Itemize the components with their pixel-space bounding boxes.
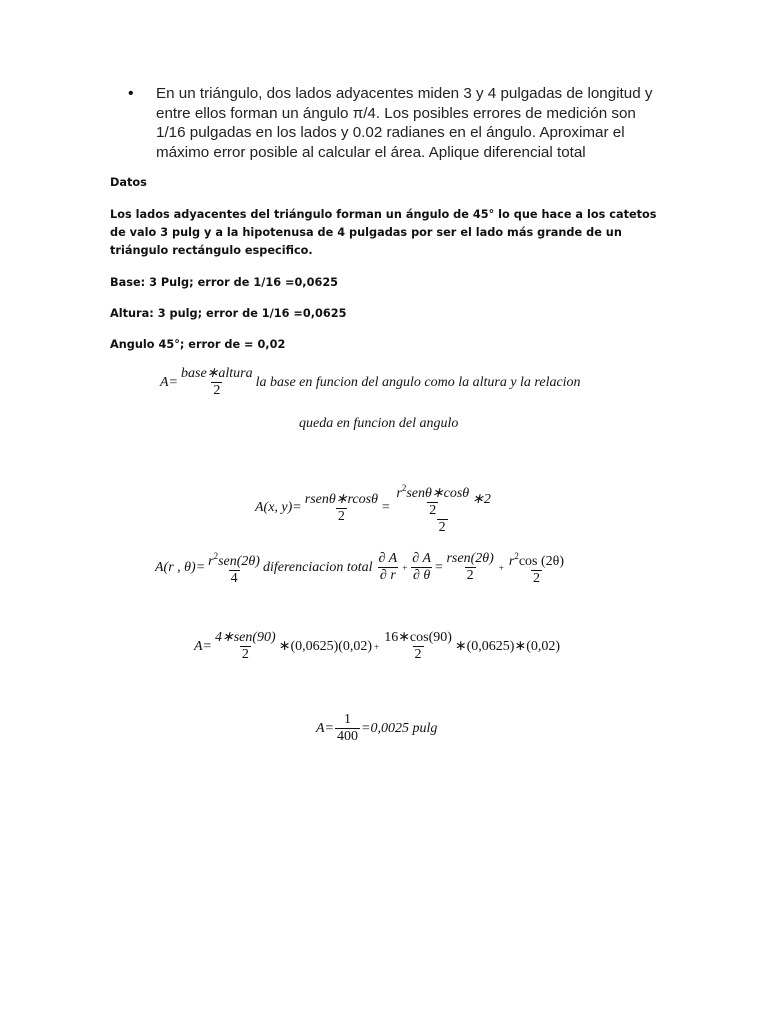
eq2-frac1-numerator: rsenθ∗rcosθ [304,491,378,507]
eq2-lhs: A(x, y)= [255,500,302,515]
problem-text: En un triángulo, dos lados adyacentes miden 3 y 4 pulgadas de longitud y entre ellos forman un ángulo π/4. Los posibles errores de medición son 1/16 pulgadas en los lados y 0.02 radianes en el ángulo. Aproximar el máximo error posible al calcular el área. Aplique diferencial total [156,85,653,161]
eq5-numerator: 1 [344,712,351,727]
eq1-numerator: base∗altura [181,366,253,381]
eq3-f1-r: r [208,554,214,569]
eq3-plus-2: + [498,562,504,573]
equation-area-polar [155,548,567,587]
eq3-text: diferenciacion total [262,559,373,575]
eq5-lhs: A= [316,720,334,736]
eq4-fraction-2 [382,630,454,663]
eq4-f2-denominator: 2 [414,647,422,662]
eq3-fraction-1 [206,548,262,587]
equation-substitution [194,630,560,663]
equation-area-formula [160,366,581,399]
eq2-equals: = [380,500,391,515]
eq4-middle-1: ∗(0,0625)(0,02) [278,639,373,654]
eq2-times-two: ∗2 [472,491,491,507]
eq3-f2-denominator: 2 [466,568,474,583]
eq2-inner-rest: senθ∗cosθ [406,486,470,501]
eq2-inner-denominator: 2 [429,503,437,518]
eq2-frac1-denominator: 2 [337,508,345,524]
eq3-f1-denominator: 4 [230,571,238,586]
explanation-paragraph: Los lados adyacentes del triángulo forman un ángulo de 45° lo que hace a los catetos de valo 3 pulg y a la hipotenusa de 4 pulgadas por ser el lado más grande de un triángulo rectángulo especifico. [110,208,657,257]
eq3-f3-rest: cos (2θ) [518,554,565,569]
equation-area-xy [255,480,494,536]
eq4-f1-denominator: 2 [241,647,249,662]
eq3-f3-r: r [508,554,515,569]
eq1-text-continued: queda en funcion del angulo [299,416,459,431]
eq2-fraction-1 [303,492,380,525]
eq4-fraction-1 [213,630,278,663]
eq3-plus-1: + [402,562,408,573]
bullet-icon: • [128,85,134,102]
eq4-f1-numerator: 4∗sen(90) [215,630,276,645]
eq5-rhs: =0,0025 pulg [361,720,438,736]
altura-line: Altura: 3 pulg; error de 1/16 =0,0625 [110,307,347,320]
eq3-f1-rest: sen(2θ) [218,554,260,569]
eq1-denominator: 2 [213,383,221,398]
eq3-partial-theta [410,551,433,584]
eq3-f2-numerator: rsen(2θ) [446,551,494,566]
eq3-f1-exp: 2 [213,551,219,561]
eq3-d2-denominator: ∂ θ [413,568,431,583]
eq3-f3-exp: 2 [514,551,519,561]
eq4-lhs: A= [194,638,212,654]
eq3-lhs: A(r , θ)= [155,559,206,575]
eq2-inner-exp: 2 [401,483,407,493]
eq3-d2-numerator: ∂ A [412,551,432,566]
eq3-f3-numerator [507,548,566,570]
angulo-line: Angulo 45°; error de = 0,02 [110,338,286,351]
eq3-fraction-3 [507,548,566,587]
eq3-f1-numerator [206,548,262,570]
eq1-fraction [179,366,255,399]
eq2-inner-r: r [396,486,402,501]
eq3-equals: = [434,559,444,575]
equation-result [316,712,437,745]
eq2-inner-fraction [394,480,471,519]
eq3-d1-numerator: ∂ A [378,551,398,566]
eq4-f2-numerator: 16∗cos(90) [384,630,452,645]
eq3-fraction-2 [444,551,495,584]
eq1-text: la base en funcion del angulo como la altura y la relacion [255,374,581,390]
eq4-middle-2: ∗(0,0625)∗(0,02) [454,639,561,654]
eq5-denominator: 400 [337,729,358,744]
eq2-inner-numerator [394,480,471,502]
eq5-fraction [335,712,360,745]
base-line: Base: 3 Pulg; error de 1/16 =0,0625 [110,276,339,289]
eq3-d1-denominator: ∂ r [379,568,396,583]
eq3-f3-denominator: 2 [532,571,540,586]
eq2-frac2-numerator [391,480,493,519]
eq4-plus: + [374,641,380,652]
datos-heading: Datos [110,176,147,189]
eq1-lhs: A= [160,374,178,390]
eq2-frac2-denominator: 2 [438,520,446,535]
eq3-partial-r [377,551,400,584]
eq2-fraction-2 [391,480,493,536]
